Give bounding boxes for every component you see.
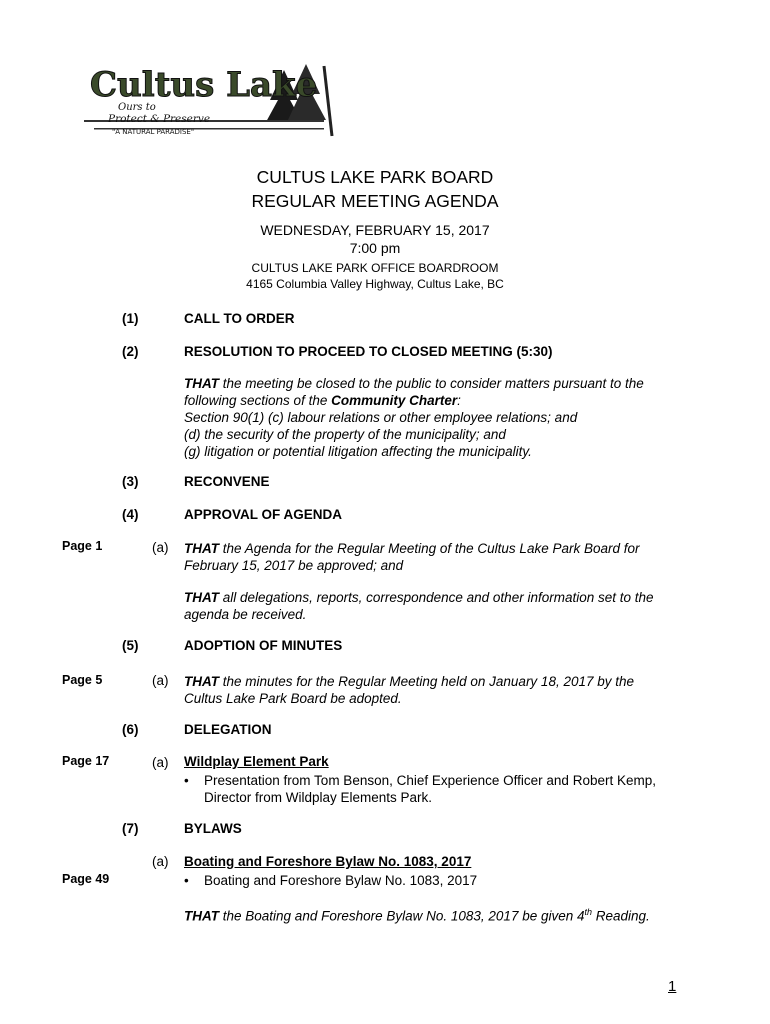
item-5-page-ref: Page 5 [62, 673, 103, 687]
item-7-number: (7) [122, 821, 139, 836]
item-4a-label: (a) [152, 540, 169, 555]
item-4-title: APPROVAL OF AGENDA [184, 507, 343, 522]
item-3-number: (3) [122, 474, 139, 489]
item-5a-resolution: THAT the minutes for the Regular Meeting held on January 18, 2017 by the Cultus Lake Park Board be adopted. [184, 674, 635, 706]
meeting-address: 4165 Columbia Valley Highway, Cultus Lake, BC [246, 277, 504, 291]
meeting-date: WEDNESDAY, FEBRUARY 15, 2017 [260, 222, 490, 238]
item-5-number: (5) [122, 638, 139, 653]
item-6a-bullet: • Presentation from Tom Benson, Chief Experience Officer and Robert Kemp, Director from Wildplay Elements Park. [184, 773, 656, 805]
item-4-page-ref: Page 1 [62, 539, 103, 553]
item-2-title: RESOLUTION TO PROCEED TO CLOSED MEETING (5:30) [184, 344, 553, 359]
item-2-number: (2) [122, 344, 139, 359]
logo-name: Cultus Lake [90, 65, 318, 105]
meeting-venue: CULTUS LAKE PARK OFFICE BOARDROOM [251, 261, 499, 275]
bullet-icon: • [184, 873, 189, 888]
item-6a-label: (a) [152, 755, 169, 770]
item-5a-label: (a) [152, 673, 169, 688]
item-5-title: ADOPTION OF MINUTES [184, 638, 343, 653]
cultus-lake-logo [84, 60, 336, 138]
item-7-page-ref: Page 49 [62, 872, 110, 886]
item-4a-resolution: THAT the Agenda for the Regular Meeting of the Cultus Lake Park Board for February 15, 2017 be approved; and [184, 541, 640, 573]
meeting-time: 7:00 pm [349, 240, 401, 256]
page-number: 1 [668, 978, 677, 995]
item-7-title: BYLAWS [184, 821, 242, 836]
agenda-title: REGULAR MEETING AGENDA [251, 191, 499, 211]
item-1-title: CALL TO ORDER [184, 311, 295, 326]
svg-text:Protect & Preserve: Protect & Preserve [108, 113, 211, 125]
item-6a-title: Wildplay Element Park [184, 754, 329, 769]
bullet-icon: • [184, 773, 189, 788]
svg-text:Ours to: Ours to [118, 102, 156, 113]
item-7a-bullet: • Boating and Foreshore Bylaw No. 1083, 2017 [184, 873, 478, 888]
item-6-number: (6) [122, 722, 139, 737]
item-3-title: RECONVENE [184, 474, 270, 489]
item-4a-resolution-2: THAT all delegations, reports, correspondence and other information set to the agenda be received. [184, 590, 654, 622]
item-7a-label: (a) [152, 854, 169, 869]
item-1-number: (1) [122, 311, 139, 326]
svg-text:"A NATURAL PARADISE": "A NATURAL PARADISE" [112, 128, 195, 136]
agenda-header [200, 165, 550, 292]
item-2-resolution: THAT the meeting be closed to the public to consider matters pursuant to the following sections of the Community Charter: Section 90(1) (c) labour relations or other employee relations; and (d) the security of the property of the municipality; and (g) litigation or potential litigation affecting the municipality. [184, 376, 644, 459]
item-6-title: DELEGATION [184, 722, 272, 737]
item-4-number: (4) [122, 507, 139, 522]
board-title: CULTUS LAKE PARK BOARD [256, 167, 494, 187]
item-7a-resolution: THAT the Boating and Foreshore Bylaw No. 1083, 2017 be given 4th Reading. [184, 907, 650, 924]
item-6-page-ref: Page 17 [62, 754, 110, 768]
item-7a-title: Boating and Foreshore Bylaw No. 1083, 2017 [184, 854, 472, 869]
